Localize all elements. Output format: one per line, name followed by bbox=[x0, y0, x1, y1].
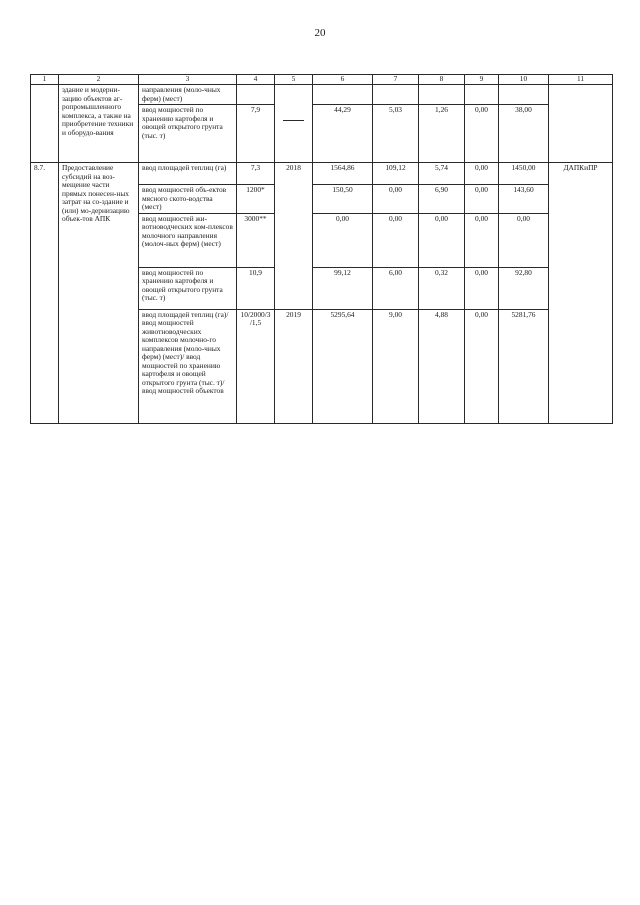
cell-value: 1,26 bbox=[419, 105, 465, 163]
cell-value: 0,00 bbox=[465, 185, 499, 214]
cell-year bbox=[275, 85, 313, 105]
cell-value: 5,03 bbox=[373, 105, 419, 163]
cell-value: 92,80 bbox=[499, 267, 549, 309]
cell-year: 2018 bbox=[275, 163, 313, 310]
cell-value: 5,74 bbox=[419, 163, 465, 185]
cell-value: 0,00 bbox=[465, 163, 499, 185]
cell-value: 38,00 bbox=[499, 105, 549, 163]
column-header: 7 bbox=[373, 75, 419, 85]
cell-value bbox=[499, 85, 549, 105]
cell-number bbox=[31, 85, 59, 163]
budget-table bbox=[30, 74, 613, 424]
cell-responsible bbox=[549, 85, 613, 163]
cell-indicator: ввод мощностей по хранению картофеля и овощей открытого грунта (тыс. т) bbox=[139, 105, 237, 163]
cell-year bbox=[275, 105, 313, 163]
cell-value bbox=[237, 85, 275, 105]
cell-value: 1200* bbox=[237, 185, 275, 214]
table-row bbox=[31, 163, 613, 185]
column-header: 3 bbox=[139, 75, 237, 85]
cell-value: 0,00 bbox=[465, 309, 499, 423]
cell-value bbox=[419, 85, 465, 105]
cell-value: 0,00 bbox=[499, 213, 549, 267]
column-header: 10 bbox=[499, 75, 549, 85]
cell-value: 10/2000/3/1,5 bbox=[237, 309, 275, 423]
cell-indicator: ввод мощностей по хранению картофеля и овощей открытого грунта (тыс. т) bbox=[139, 267, 237, 309]
page-number: 20 bbox=[314, 27, 326, 39]
cell-indicator: ввод мощностей жи-вотноводческих ком-плексов молочного направления (молоч-ных ферм) (мест) bbox=[139, 213, 237, 267]
cell-value: 5295,64 bbox=[313, 309, 373, 423]
cell-year: 2019 bbox=[275, 309, 313, 423]
column-header: 9 bbox=[465, 75, 499, 85]
cell-value: 6,90 bbox=[419, 185, 465, 214]
header-row bbox=[31, 75, 613, 85]
cell-number: 8.7. bbox=[31, 163, 59, 424]
cell-description: Предоставление субсидий на воз-мещение части прямых понесен-ных затрат на со-здание и (или) мо-дернизацию объек-тов АПК bbox=[59, 163, 139, 424]
cell-value: 1450,00 bbox=[499, 163, 549, 185]
cell-value: 3000** bbox=[237, 213, 275, 267]
cell-value: 0,00 bbox=[313, 213, 373, 267]
cell-value: 9,00 bbox=[373, 309, 419, 423]
cell-value: 7,3 bbox=[237, 163, 275, 185]
column-header: 4 bbox=[237, 75, 275, 85]
column-header: 11 bbox=[549, 75, 613, 85]
cell-value: 10,9 bbox=[237, 267, 275, 309]
cell-indicator: ввод площадей теплиц (га)/ ввод мощностей животноводческих комплексов молочно-го направления (моло-чных ферм) (мест)/ ввод мощностей по хранению картофеля и овощей открытого грунта (тыс. т)/ ввод мощностей объектов bbox=[139, 309, 237, 423]
column-header: 5 bbox=[275, 75, 313, 85]
column-header: 8 bbox=[419, 75, 465, 85]
column-header: 1 bbox=[31, 75, 59, 85]
cell-value: 143,60 bbox=[499, 185, 549, 214]
cell-value: 0,00 bbox=[373, 213, 419, 267]
table-row bbox=[31, 85, 613, 105]
cell-indicator: направления (моло-чных ферм) (мест) bbox=[139, 85, 237, 105]
cell-indicator: ввод мощностей объ-ектов мясного ското-водства (мест) bbox=[139, 185, 237, 214]
cell-value: 99,12 bbox=[313, 267, 373, 309]
cell-value: 5281,76 bbox=[499, 309, 549, 423]
cell-value: 0,00 bbox=[465, 213, 499, 267]
cell-value: 150,50 bbox=[313, 185, 373, 214]
cell-value: 109,12 bbox=[373, 163, 419, 185]
cell-value: 6,00 bbox=[373, 267, 419, 309]
cell-value: 0,00 bbox=[465, 267, 499, 309]
cell-indicator: ввод площадей теплиц (га) bbox=[139, 163, 237, 185]
cell-value: 4,88 bbox=[419, 309, 465, 423]
column-header: 2 bbox=[59, 75, 139, 85]
cell-description: здание и модерни-зацию объектов аг-ропромышленного комплекса, а также на приобретение техники и оборудо-вания bbox=[59, 85, 139, 163]
cell-value bbox=[373, 85, 419, 105]
cell-responsible: ДАПКиПР bbox=[549, 163, 613, 424]
cell-value: 0,00 bbox=[465, 105, 499, 163]
column-header: 6 bbox=[313, 75, 373, 85]
cell-value: 0,00 bbox=[419, 213, 465, 267]
cell-value bbox=[465, 85, 499, 105]
cell-value: 1564,86 bbox=[313, 163, 373, 185]
cell-value bbox=[313, 85, 373, 105]
cell-value: 7,9 bbox=[237, 105, 275, 163]
cell-value: 0,32 bbox=[419, 267, 465, 309]
cell-value: 44,29 bbox=[313, 105, 373, 163]
cell-value: 0,00 bbox=[373, 185, 419, 214]
